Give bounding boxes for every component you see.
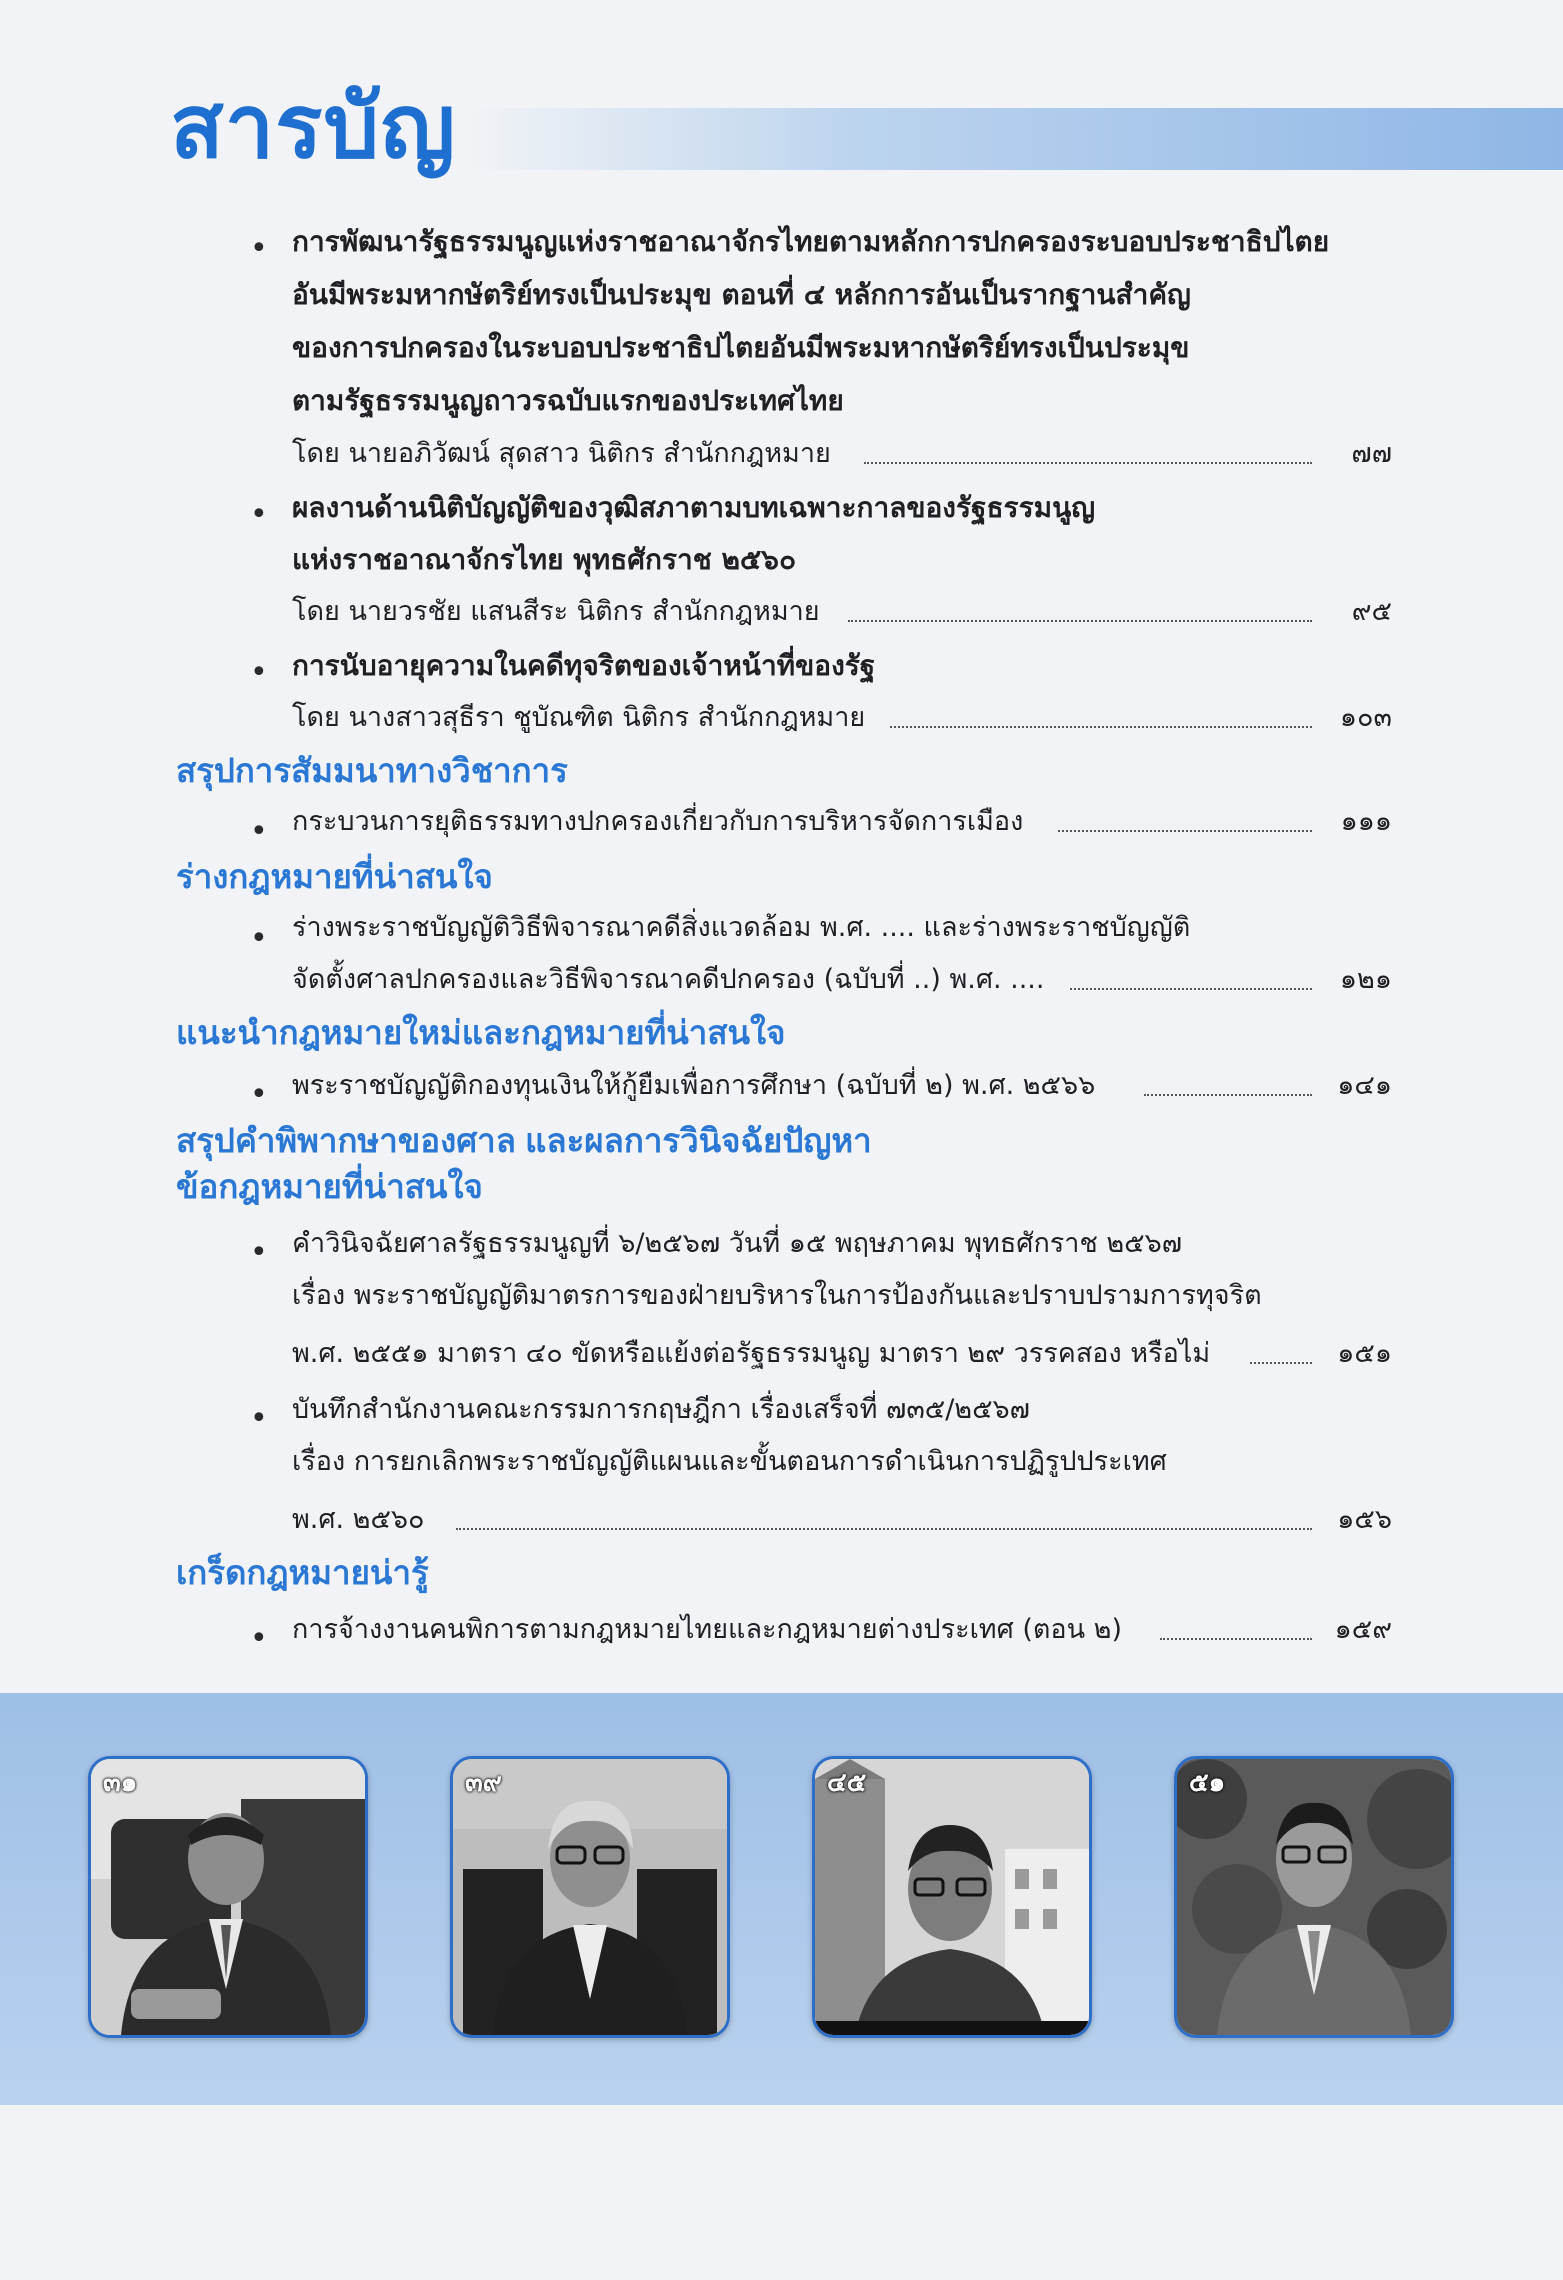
entry-title-line: จัดตั้งศาลปกครองและวิธีพิจารณาคดีปกครอง (ฉบับที่ ..) พ.ศ. ....: [292, 964, 1045, 995]
photo-card-3[interactable]: [812, 1756, 1092, 2038]
bullet-icon: •: [250, 1077, 268, 1112]
page-number: ๑๒๑: [1339, 964, 1392, 995]
page-number: ๑๕๙: [1334, 1614, 1392, 1645]
section-heading-draft-law: ร่างกฎหมายที่น่าสนใจ: [176, 858, 493, 895]
photo-card-4[interactable]: [1174, 1756, 1454, 2038]
entry-title-line: กระบวนการยุติธรรมทางปกครองเกี่ยวกับการบริหารจัดการเมือง: [292, 806, 1024, 837]
entry-title-line: ของการปกครองในระบอบประชาธิปไตยอันมีพระมหากษัตริย์ทรงเป็นประมุข: [292, 331, 1190, 364]
portrait-photo-1: [91, 1759, 365, 2035]
bullet-icon: •: [250, 655, 268, 690]
photo-page-number: ๓๑: [103, 1767, 138, 1797]
entry-title-line: การจ้างงานคนพิการตามกฎหมายไทยและกฎหมายต่างประเทศ (ตอน ๒): [292, 1614, 1122, 1645]
dot-leader: [1160, 1638, 1312, 1640]
section-heading-judgment: สรุปคำพิพากษาของศาล และผลการวินิจฉัยปัญหา: [176, 1122, 872, 1159]
page-number: ๑๔๑: [1337, 1070, 1392, 1101]
entry-author: โดย นายอภิวัฒน์ สุดสาว นิติกร สำนักกฎหมาย: [292, 438, 831, 469]
bottom-margin: [0, 2105, 1563, 2280]
photo-page-number: ๓๙: [465, 1767, 502, 1797]
entry-title-line: การนับอายุความในคดีทุจริตของเจ้าหน้าที่ของรัฐ: [292, 649, 876, 682]
bullet-icon: •: [250, 1401, 268, 1436]
dot-leader: [890, 726, 1312, 728]
section-heading-new-law: แนะนำกฎหมายใหม่และกฎหมายที่น่าสนใจ: [176, 1014, 786, 1051]
entry-title-line: การพัฒนารัฐธรรมนูญแห่งราชอาณาจักรไทยตามหลักการปกครองระบอบประชาธิปไตย: [292, 225, 1330, 258]
dot-leader: [1144, 1094, 1312, 1096]
dot-leader: [456, 1528, 1312, 1530]
bullet-icon: •: [250, 921, 268, 956]
entry-author: โดย นางสาวสุธีรา ชูบัณฑิต นิติกร สำนักกฎหมาย: [292, 702, 866, 733]
page-number: ๑๕๖: [1337, 1504, 1392, 1535]
photo-page-number: ๕๑: [1189, 1767, 1226, 1797]
bullet-icon: •: [250, 1621, 268, 1656]
entry-title-line: พระราชบัญญัติกองทุนเงินให้กู้ยืมเพื่อการศึกษา (ฉบับที่ ๒) พ.ศ. ๒๕๖๖: [292, 1070, 1096, 1101]
entry-title-line: พ.ศ. ๒๕๕๑ มาตรา ๔๐ ขัดหรือแย้งต่อรัฐธรรมนูญ มาตรา ๒๙ วรรคสอง หรือไม่: [292, 1338, 1211, 1369]
portrait-photo-3: [815, 1759, 1089, 2035]
page-title: สารบัญ: [170, 77, 457, 176]
entry-title-line: ผลงานด้านนิติบัญญัติของวุฒิสภาตามบทเฉพาะกาลของรัฐธรรมนูญ: [292, 491, 1096, 524]
section-heading-tips: เกร็ดกฎหมายน่ารู้: [176, 1554, 429, 1591]
entry-title-line: คำวินิจฉัยศาลรัฐธรรมนูญที่ ๖/๒๕๖๗ วันที่ ๑๕ พฤษภาคม พุทธศักราช ๒๕๖๗: [292, 1228, 1183, 1259]
entry-title-line: เรื่อง พระราชบัญญัติมาตรการของฝ่ายบริหารในการป้องกันและปราบปรามการทุจริต: [292, 1280, 1262, 1311]
bullet-icon: •: [250, 231, 268, 266]
dot-leader: [864, 462, 1312, 464]
photo-card-2[interactable]: [450, 1756, 730, 2038]
dot-leader: [848, 620, 1312, 622]
entry-author: โดย นายวรชัย แสนสีระ นิติกร สำนักกฎหมาย: [292, 596, 820, 627]
entry-title-line: บันทึกสำนักงานคณะกรรมการกฤษฎีกา เรื่องเสร็จที่ ๗๓๕/๒๕๖๗: [292, 1394, 1030, 1425]
section-heading-judgment-line2: ข้อกฎหมายที่น่าสนใจ: [176, 1168, 483, 1205]
page-number: ๗๗: [1351, 438, 1392, 469]
entry-title-line: ตามรัฐธรรมนูญถาวรฉบับแรกของประเทศไทย: [292, 384, 844, 417]
page-number: ๙๕: [1351, 596, 1392, 627]
photo-card-1[interactable]: [88, 1756, 368, 2038]
dot-leader: [1058, 830, 1312, 832]
portrait-photo-2: [453, 1759, 727, 2035]
bullet-icon: •: [250, 497, 268, 532]
section-heading-seminar: สรุปการสัมมนาทางวิชาการ: [176, 752, 568, 789]
entry-title-line: อันมีพระมหากษัตริย์ทรงเป็นประมุข ตอนที่ ๔ หลักการอันเป็นรากฐานสำคัญ: [292, 278, 1191, 311]
dot-leader: [1070, 988, 1312, 990]
bullet-icon: •: [250, 1235, 268, 1270]
entry-title-line: เรื่อง การยกเลิกพระราชบัญญัติแผนและขั้นตอนการดำเนินการปฏิรูปประเทศ: [292, 1446, 1167, 1477]
entry-title-line: แห่งราชอาณาจักรไทย พุทธศักราช ๒๕๖๐: [292, 543, 797, 576]
bullet-icon: •: [250, 814, 268, 849]
page-number: ๑๑๑: [1340, 806, 1392, 837]
photo-page-number: ๔๕: [827, 1767, 867, 1797]
portrait-photo-4: [1177, 1759, 1451, 2035]
entry-title-line: พ.ศ. ๒๕๖๐: [292, 1504, 425, 1535]
page-number: ๑๐๓: [1339, 702, 1392, 733]
page-number: ๑๕๑: [1337, 1338, 1392, 1369]
entry-title-line: ร่างพระราชบัญญัติวิธีพิจารณาคดีสิ่งแวดล้อม พ.ศ. .... และร่างพระราชบัญญัติ: [292, 912, 1191, 943]
